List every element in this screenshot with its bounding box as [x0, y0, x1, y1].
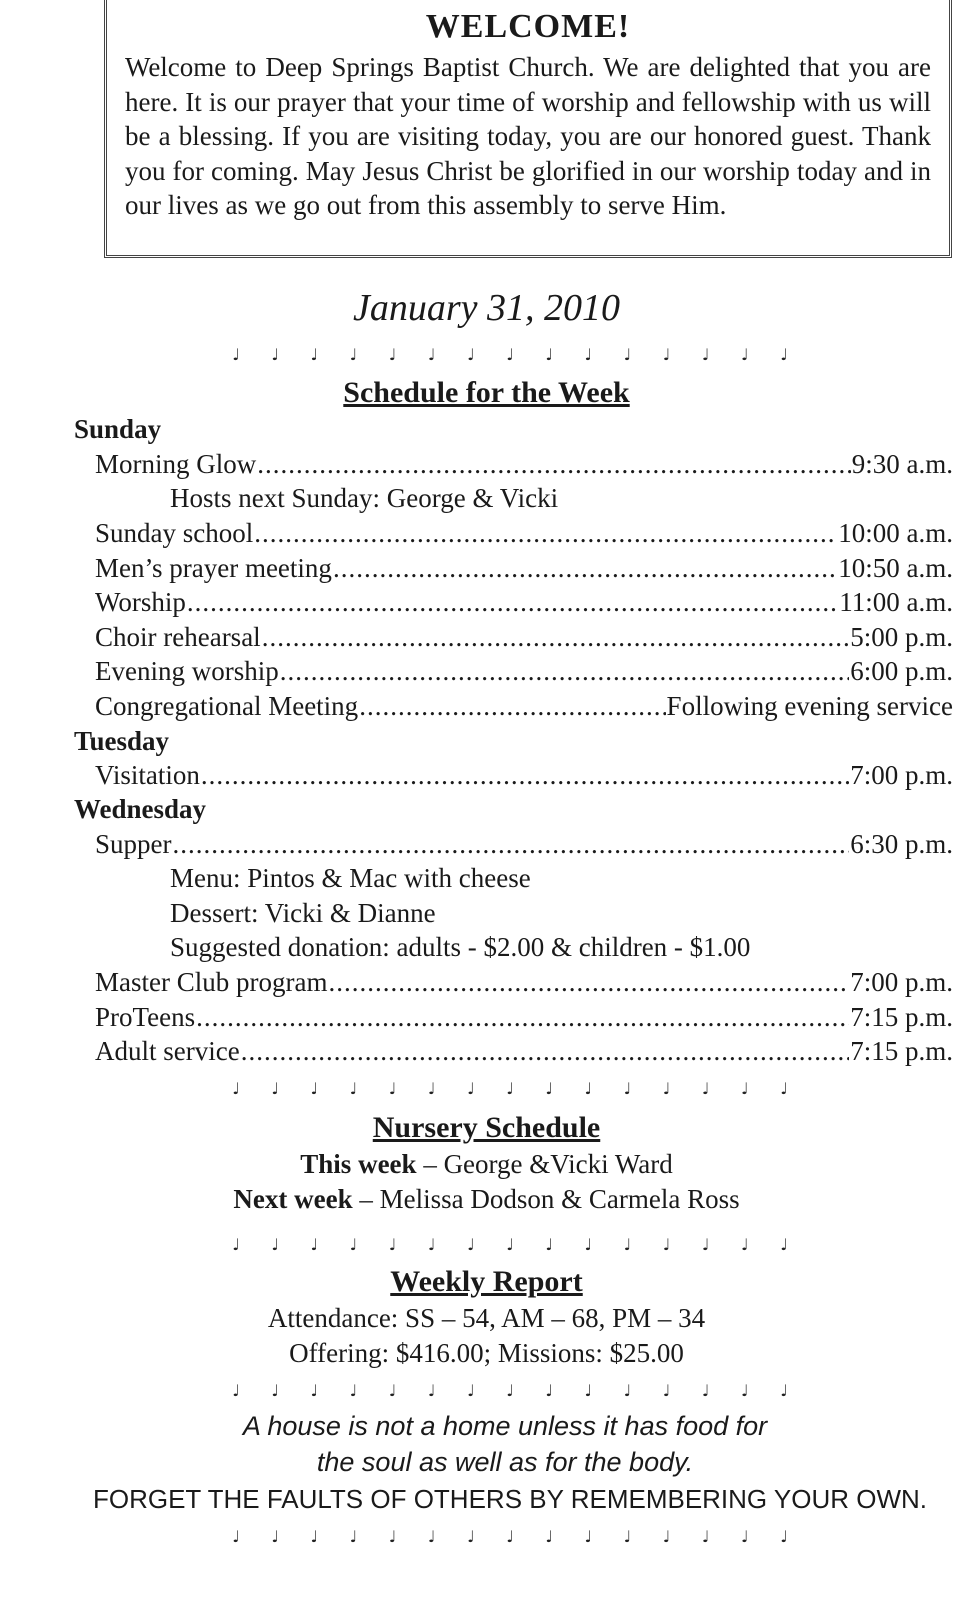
- music-note-icon: ♩: [467, 1235, 475, 1254]
- schedule-row-evening-worship: [95, 654, 953, 688]
- row-time: 10:00 a.m.: [838, 518, 953, 548]
- music-note-icon: ♩: [349, 1079, 358, 1098]
- row-time: 5:00 p.m.: [850, 622, 953, 652]
- schedule-row-visitation: [95, 758, 953, 792]
- menu-note: Menu: Pintos & Mac with cheese: [170, 863, 531, 893]
- music-note-icon: ♩: [780, 1079, 788, 1098]
- music-note-icon: ♩: [545, 1235, 553, 1254]
- row-label: Evening worship: [95, 656, 279, 686]
- dessert-note: Dessert: Vicki & Dianne: [170, 898, 436, 928]
- next-week-label: Next week: [233, 1184, 353, 1214]
- schedule-row-morning-glow: [95, 447, 953, 481]
- leader-dots: [201, 758, 849, 792]
- row-time: 7:00 p.m.: [850, 760, 953, 790]
- music-note-icon: ♩: [662, 1381, 671, 1400]
- row-time: 7:00 p.m.: [850, 967, 953, 997]
- music-note-icon: ♩: [232, 1079, 240, 1098]
- music-note-icon: ♩: [506, 1079, 514, 1098]
- offering-line: Offering: $416.00; Missions: $25.00: [289, 1338, 684, 1368]
- schedule-row-sunday-school: [95, 516, 953, 550]
- nursery-heading: Nursery Schedule: [372, 1111, 601, 1144]
- music-note-icon: ♩: [741, 1079, 749, 1098]
- row-time: Following evening service: [666, 691, 953, 721]
- row-label: Sunday school: [95, 518, 254, 548]
- music-note-icon: ♩: [232, 1527, 240, 1546]
- music-note-divider: [230, 1528, 790, 1546]
- row-time: 7:15 p.m.: [850, 1036, 953, 1066]
- music-note-icon: ♩: [506, 1527, 514, 1546]
- schedule-heading: Schedule for the Week: [343, 376, 630, 409]
- leader-dots: [196, 1000, 849, 1034]
- leader-dots: [280, 654, 850, 688]
- music-note-icon: ♩: [427, 1381, 436, 1400]
- row-label: Supper: [95, 829, 172, 859]
- row-time: 7:15 p.m.: [850, 1002, 953, 1032]
- day-sunday: Sunday: [74, 414, 162, 444]
- music-note-icon: ♩: [310, 345, 319, 364]
- row-label: ProTeens: [95, 1002, 196, 1032]
- music-note-icon: ♩: [584, 1079, 593, 1098]
- leader-dots: [173, 827, 850, 861]
- music-note-icon: ♩: [741, 1381, 749, 1400]
- music-note-divider: [230, 1382, 790, 1400]
- music-note-icon: ♩: [584, 1235, 593, 1254]
- schedule-row-choir: [95, 620, 953, 654]
- music-note-icon: ♩: [310, 1079, 319, 1098]
- this-week-label: This week: [300, 1149, 417, 1179]
- nursery-this-week: [0, 1147, 973, 1181]
- next-week-value: – Melissa Dodson & Carmela Ross: [352, 1184, 740, 1214]
- hosts-note: Hosts next Sunday: George & Vicki: [170, 483, 559, 513]
- music-note-icon: ♩: [623, 1381, 632, 1400]
- music-note-icon: ♩: [701, 1527, 710, 1546]
- row-time: 11:00 a.m.: [839, 587, 953, 617]
- music-note-icon: ♩: [741, 345, 749, 364]
- music-note-icon: ♩: [467, 1527, 475, 1546]
- music-note-icon: ♩: [310, 1527, 319, 1546]
- schedule-row-master-club: [95, 965, 953, 999]
- music-note-icon: ♩: [701, 1079, 710, 1098]
- welcome-box: [104, 0, 952, 258]
- music-note-icon: ♩: [584, 345, 593, 364]
- music-note-icon: ♩: [506, 1235, 514, 1254]
- report-heading: Weekly Report: [390, 1265, 583, 1298]
- music-note-icon: ♩: [349, 1381, 358, 1400]
- bulletin-date: January 31, 2010: [352, 287, 621, 329]
- music-note-icon: ♩: [701, 1235, 710, 1254]
- row-time: 6:00 p.m.: [850, 656, 953, 686]
- music-note-icon: ♩: [467, 345, 475, 364]
- music-note-icon: ♩: [780, 1527, 788, 1546]
- music-note-icon: ♩: [780, 345, 788, 364]
- row-label: Visitation: [95, 760, 200, 790]
- leader-dots: [328, 965, 849, 999]
- music-note-icon: ♩: [623, 1235, 632, 1254]
- schedule-row-worship: [95, 585, 953, 619]
- music-note-icon: ♩: [388, 1079, 397, 1098]
- music-note-icon: ♩: [271, 1527, 279, 1546]
- music-note-icon: ♩: [427, 1235, 436, 1254]
- music-note-icon: ♩: [780, 1381, 788, 1400]
- music-note-icon: ♩: [545, 1527, 553, 1546]
- music-note-icon: ♩: [741, 1527, 749, 1546]
- leader-dots: [262, 620, 850, 654]
- schedule-row-mens-prayer: [95, 551, 953, 585]
- music-note-icon: ♩: [701, 345, 710, 364]
- row-label: Men’s prayer meeting: [95, 553, 332, 583]
- donation-note: Suggested donation: adults - $2.00 & children - $1.00: [170, 932, 751, 962]
- music-note-icon: ♩: [388, 1235, 397, 1254]
- row-label: Master Club program: [95, 967, 328, 997]
- music-note-icon: ♩: [427, 345, 436, 364]
- music-note-icon: ♩: [310, 1381, 319, 1400]
- music-note-icon: ♩: [780, 1235, 788, 1254]
- leader-dots: [359, 689, 665, 723]
- music-note-icon: ♩: [662, 1235, 671, 1254]
- music-note-icon: ♩: [427, 1079, 436, 1098]
- music-note-icon: ♩: [506, 345, 514, 364]
- music-note-icon: ♩: [545, 1381, 553, 1400]
- music-note-icon: ♩: [467, 1079, 475, 1098]
- attendance-line: Attendance: SS – 54, AM – 68, PM – 34: [267, 1303, 706, 1333]
- music-note-icon: ♩: [584, 1527, 593, 1546]
- quote-line-1: A house is not a home unless it has food for: [242, 1411, 768, 1441]
- music-note-icon: ♩: [623, 1527, 632, 1546]
- music-note-icon: ♩: [545, 1079, 553, 1098]
- schedule-row-proteens: [95, 1000, 953, 1034]
- music-note-icon: ♩: [271, 1381, 279, 1400]
- row-time: 10:50 a.m.: [838, 553, 953, 583]
- row-label: Morning Glow: [95, 449, 257, 479]
- motto-line: FORGET THE FAULTS OF OTHERS BY REMEMBERING YOUR OWN.: [92, 1484, 928, 1514]
- music-note-icon: ♩: [662, 1079, 671, 1098]
- music-note-icon: ♩: [271, 1079, 279, 1098]
- row-label: Worship: [95, 587, 186, 617]
- row-time: 6:30 p.m.: [850, 829, 953, 859]
- music-note-icon: ♩: [506, 1381, 514, 1400]
- leader-dots: [254, 516, 837, 550]
- music-note-icon: ♩: [232, 1381, 240, 1400]
- music-note-icon: ♩: [232, 1235, 240, 1254]
- row-label: Choir rehearsal: [95, 622, 261, 652]
- row-label: Adult service: [95, 1036, 240, 1066]
- music-note-icon: ♩: [349, 1235, 358, 1254]
- leader-dots: [333, 551, 837, 585]
- music-note-icon: ♩: [467, 1381, 475, 1400]
- day-tuesday: Tuesday: [74, 726, 170, 756]
- music-note-icon: ♩: [388, 1381, 397, 1400]
- music-note-icon: ♩: [310, 1235, 319, 1254]
- music-note-divider: [230, 346, 790, 364]
- music-note-icon: ♩: [701, 1381, 710, 1400]
- music-note-icon: ♩: [271, 1235, 279, 1254]
- music-note-icon: ♩: [662, 1527, 671, 1546]
- music-note-icon: ♩: [584, 1381, 593, 1400]
- this-week-value: – George &Vicki Ward: [416, 1149, 673, 1179]
- music-note-icon: ♩: [623, 345, 632, 364]
- music-note-icon: ♩: [271, 345, 279, 364]
- welcome-title: WELCOME!: [425, 8, 631, 45]
- music-note-divider: [230, 1236, 790, 1254]
- day-wednesday: Wednesday: [74, 794, 207, 824]
- row-time: 9:30 a.m.: [851, 449, 953, 479]
- music-note-icon: ♩: [349, 345, 358, 364]
- welcome-text: Welcome to Deep Springs Baptist Church. We are delighted that you are here. It is our prayer that your time of worship and fellowship with us will be a blessing. If you are visiting today, you are our honored guest. Thank you for coming. May Jesus Christ be glorified in our worship today and in our lives as we go out from this assembly to serve Him.: [125, 52, 931, 220]
- row-label: Congregational Meeting: [95, 691, 359, 721]
- music-note-icon: ♩: [623, 1079, 632, 1098]
- schedule-row-supper: [95, 827, 953, 861]
- music-note-icon: ♩: [545, 345, 553, 364]
- music-note-icon: ♩: [388, 345, 397, 364]
- music-note-divider: [230, 1080, 790, 1098]
- leader-dots: [241, 1034, 850, 1068]
- music-note-icon: ♩: [349, 1527, 358, 1546]
- schedule-row-adult-service: [95, 1034, 953, 1068]
- music-note-icon: ♩: [427, 1527, 436, 1546]
- music-note-icon: ♩: [388, 1527, 397, 1546]
- leader-dots: [187, 585, 838, 619]
- schedule-row-congregational: [95, 689, 953, 723]
- quote-line-2: the soul as well as for the body.: [316, 1447, 694, 1477]
- music-note-icon: ♩: [741, 1235, 749, 1254]
- music-note-icon: ♩: [662, 345, 671, 364]
- leader-dots: [257, 447, 851, 481]
- music-note-icon: ♩: [232, 345, 240, 364]
- nursery-next-week: [0, 1182, 973, 1216]
